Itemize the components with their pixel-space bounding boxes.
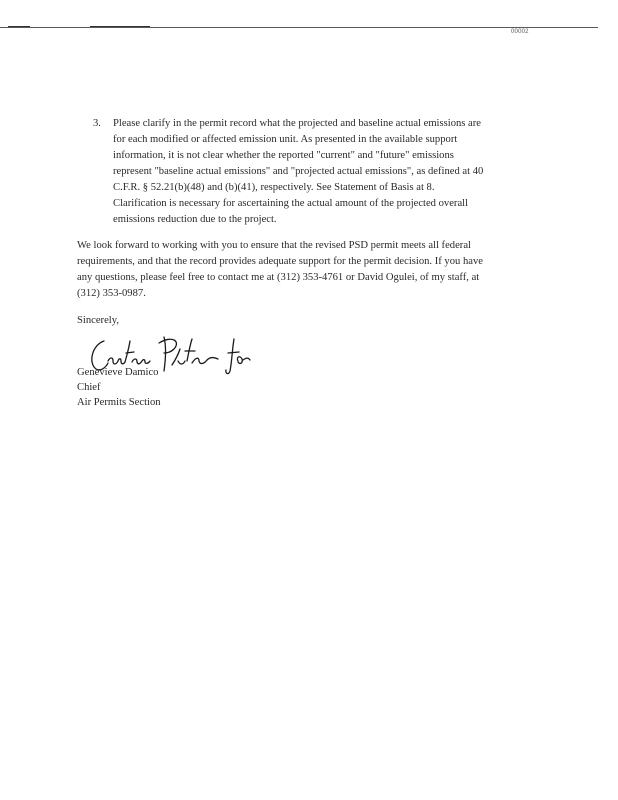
scan-edge-line xyxy=(0,27,598,28)
signature-block xyxy=(77,365,161,410)
closing-paragraph xyxy=(77,238,547,302)
item-line: Clarification is necessary for ascertaining the actual amount of the projected overall xyxy=(113,198,469,209)
page-stamp: 00002 xyxy=(511,29,529,35)
paragraph-line: (312) 353-0987. xyxy=(77,288,146,299)
scan-edge-mark xyxy=(8,26,30,27)
paragraph-line: any questions, please feel free to contact me at (312) 353-4761 or David Ogulei, of my staff, at xyxy=(77,272,480,283)
paragraph-line: We look forward to working with you to ensure that the revised PSD permit meets all federal xyxy=(77,240,471,251)
salutation: Sincerely, xyxy=(77,315,119,326)
numbered-item-3 xyxy=(93,116,543,228)
item-line: information, it is not clear whether the reported "current" and "future" emissions xyxy=(113,150,454,161)
scan-edge-mark xyxy=(90,26,150,27)
paragraph-line: requirements, and that the record provides adequate support for the permit decision. If you have xyxy=(77,256,483,267)
signer-section: Air Permits Section xyxy=(77,397,161,408)
signer-title: Chief xyxy=(77,382,101,393)
signer-name: Genevieve Damico xyxy=(77,367,159,378)
item-line: represent "baseline actual emissions" and "projected actual emissions", as defined at 40 xyxy=(113,166,484,177)
item-line: C.F.R. § 52.21(b)(48) and (b)(41), respectively. See Statement of Basis at 8. xyxy=(113,182,435,193)
item-line: Please clarify in the permit record what the projected and baseline actual emissions are xyxy=(113,118,481,129)
item-number: 3. xyxy=(93,118,101,129)
item-line: for each modified or affected emission unit. As presented in the available support xyxy=(113,134,458,145)
item-line: emissions reduction due to the project. xyxy=(113,214,277,225)
